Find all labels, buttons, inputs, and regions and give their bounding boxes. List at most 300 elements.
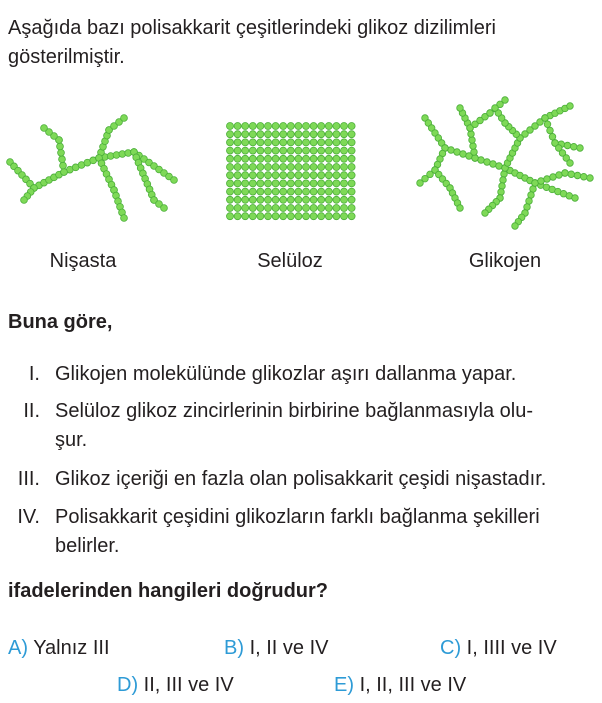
glucose-bead	[287, 164, 294, 171]
nisasta-label: Nişasta	[49, 250, 117, 272]
glucose-bead	[60, 162, 67, 169]
glucose-bead	[333, 147, 340, 154]
glucose-bead	[341, 188, 348, 195]
glucose-bead	[61, 169, 68, 176]
option-text: I, IIII ve IV	[466, 637, 557, 659]
glucose-bead	[242, 155, 249, 162]
glucose-bead	[318, 196, 325, 203]
glucose-bead	[287, 155, 294, 162]
glucose-bead	[295, 155, 302, 162]
glucose-bead	[580, 173, 587, 180]
glucose-bead	[41, 125, 48, 132]
glucose-bead	[234, 180, 241, 187]
glucose-bead	[303, 196, 310, 203]
glucose-bead	[547, 127, 554, 134]
option-e[interactable]	[334, 674, 466, 697]
glucose-bead	[242, 205, 249, 212]
statement-text-cont: şur.	[55, 429, 88, 451]
option-a[interactable]	[8, 637, 110, 660]
glucose-bead	[227, 155, 234, 162]
glucose-bead	[287, 123, 294, 130]
glucose-bead	[333, 139, 340, 146]
glucose-bead	[295, 180, 302, 187]
glucose-bead	[272, 188, 279, 195]
glucose-bead	[325, 213, 332, 220]
glucose-bead	[249, 188, 256, 195]
glucose-bead	[303, 188, 310, 195]
glucose-bead	[468, 131, 475, 138]
glucose-bead	[121, 215, 128, 222]
glucose-bead	[265, 180, 272, 187]
glucose-bead	[257, 147, 264, 154]
glucose-bead	[227, 172, 234, 179]
glucose-bead	[234, 123, 241, 130]
glucose-bead	[280, 180, 287, 187]
glucose-bead	[265, 188, 272, 195]
glucose-bead	[58, 149, 65, 156]
glucose-bead	[310, 131, 317, 138]
glucose-bead	[325, 188, 332, 195]
glucose-bead	[341, 123, 348, 130]
glucose-bead	[577, 145, 584, 152]
glucose-bead	[498, 189, 505, 196]
glucose-bead	[325, 180, 332, 187]
glucose-bead	[280, 155, 287, 162]
glucose-bead	[227, 147, 234, 154]
glucose-bead	[348, 139, 355, 146]
glucose-bead	[234, 213, 241, 220]
glucose-bead	[325, 205, 332, 212]
glucose-bead	[265, 164, 272, 171]
glucose-bead	[280, 123, 287, 130]
glucose-bead	[318, 205, 325, 212]
glucose-bead	[234, 205, 241, 212]
seluloz-grid	[227, 123, 356, 220]
glucose-bead	[310, 172, 317, 179]
glucose-bead	[249, 147, 256, 154]
glucose-bead	[234, 172, 241, 179]
glucose-bead	[249, 180, 256, 187]
glucose-bead	[287, 139, 294, 146]
glucose-bead	[496, 163, 503, 170]
glucose-bead	[310, 196, 317, 203]
glucose-bead	[457, 205, 464, 212]
glucose-bead	[303, 205, 310, 212]
glucose-bead	[227, 164, 234, 171]
glucose-bead	[249, 196, 256, 203]
glucose-bead	[287, 188, 294, 195]
glucose-bead	[348, 188, 355, 195]
glucose-bead	[242, 139, 249, 146]
glucose-bead	[333, 188, 340, 195]
glucose-bead	[310, 188, 317, 195]
glucose-bead	[303, 147, 310, 154]
glucose-bead	[227, 180, 234, 187]
glucose-bead	[564, 142, 571, 149]
glucose-bead	[280, 196, 287, 203]
glucose-bead	[280, 147, 287, 154]
option-d[interactable]	[117, 674, 234, 697]
glucose-bead	[257, 213, 264, 220]
glucose-bead	[448, 147, 455, 154]
statement-number: I.	[28, 363, 40, 385]
glucose-bead	[333, 164, 340, 171]
glucose-bead	[310, 147, 317, 154]
glucose-bead	[318, 164, 325, 171]
glucose-bead	[348, 164, 355, 171]
glucose-bead	[341, 180, 348, 187]
glucose-bead	[287, 213, 294, 220]
glucose-bead	[280, 205, 287, 212]
glikojen-branches	[417, 97, 594, 230]
glucose-bead	[272, 147, 279, 154]
glucose-bead	[562, 170, 569, 177]
statement-number: III.	[17, 468, 40, 490]
statement-text-cont: belirler.	[55, 535, 120, 557]
glucose-bead	[121, 115, 128, 122]
glucose-bead	[295, 164, 302, 171]
glucose-bead	[341, 139, 348, 146]
nisasta-chain	[7, 115, 178, 222]
glucose-bead	[325, 123, 332, 130]
glucose-bead	[348, 196, 355, 203]
glucose-bead	[265, 172, 272, 179]
glucose-bead	[530, 186, 537, 193]
glucose-bead	[280, 164, 287, 171]
glucose-bead	[538, 178, 545, 185]
glucose-bead	[500, 177, 507, 184]
glucose-bead	[568, 171, 575, 178]
glucose-bead	[272, 180, 279, 187]
glucose-bead	[318, 123, 325, 130]
glucose-bead	[318, 188, 325, 195]
glucose-bead	[227, 196, 234, 203]
question-lead: Buna göre,	[8, 311, 113, 333]
glucose-bead	[348, 147, 355, 154]
glucose-bead	[249, 139, 256, 146]
glucose-bead	[272, 164, 279, 171]
glucose-bead	[526, 198, 533, 205]
glucose-bead	[325, 155, 332, 162]
option-text: I, II, III ve IV	[359, 674, 467, 696]
glucose-bead	[272, 172, 279, 179]
glucose-bead	[257, 123, 264, 130]
glucose-bead	[303, 213, 310, 220]
glucose-bead	[348, 213, 355, 220]
glucose-bead	[524, 204, 531, 211]
intro-line-1: Aşağıda bazı polisakkarit çeşitlerindeki glikoz dizilimleri	[8, 17, 496, 39]
glucose-bead	[287, 196, 294, 203]
seluloz-label: Selüloz	[257, 250, 323, 272]
glucose-bead	[333, 213, 340, 220]
glucose-bead	[280, 188, 287, 195]
option-letter: A)	[8, 637, 28, 659]
glucose-bead	[171, 177, 178, 184]
glucose-bead	[242, 180, 249, 187]
glucose-bead	[234, 155, 241, 162]
glucose-bead	[272, 155, 279, 162]
intro-text	[8, 14, 594, 72]
statement-number: IV.	[17, 506, 40, 528]
glucose-bead	[318, 131, 325, 138]
glucose-bead	[348, 123, 355, 130]
glucose-bead	[242, 188, 249, 195]
option-text: II, III ve IV	[143, 674, 234, 696]
glucose-bead	[472, 155, 479, 162]
glikojen-label: Glikojen	[468, 250, 542, 272]
glucose-bead	[287, 180, 294, 187]
glucose-bead	[348, 131, 355, 138]
glucose-bead	[549, 133, 556, 140]
glucose-bead	[59, 156, 66, 163]
glucose-bead	[470, 143, 477, 150]
glucose-bead	[234, 196, 241, 203]
glucose-bead	[242, 213, 249, 220]
glucose-bead	[161, 205, 168, 212]
intro-line-2: gösterilmiştir.	[8, 46, 125, 68]
glucose-bead	[512, 223, 519, 230]
glucose-bead	[318, 180, 325, 187]
glucose-bead	[272, 123, 279, 130]
glucose-bead	[502, 97, 509, 104]
glucose-bead	[318, 155, 325, 162]
glucose-bead	[257, 155, 264, 162]
glikojen-illustration	[405, 88, 595, 233]
glucose-bead	[265, 196, 272, 203]
glucose-bead	[303, 139, 310, 146]
option-letter: B)	[224, 637, 244, 659]
glucose-bead	[257, 196, 264, 203]
glucose-bead	[550, 174, 557, 181]
glucose-bead	[333, 205, 340, 212]
statement-text: Polisakkarit çeşidini glikozların farklı bağlanma şekilleri	[55, 506, 540, 528]
glucose-bead	[333, 180, 340, 187]
glucose-bead	[325, 131, 332, 138]
glucose-bead	[318, 172, 325, 179]
glucose-bead	[310, 139, 317, 146]
glucose-bead	[482, 210, 489, 217]
statement-3	[0, 465, 602, 495]
glucose-bead	[501, 171, 508, 178]
glucose-bead	[234, 131, 241, 138]
glucose-bead	[417, 180, 424, 187]
glucose-bead	[341, 213, 348, 220]
glucose-bead	[570, 143, 577, 150]
statement-2	[0, 397, 602, 457]
glucose-bead	[310, 213, 317, 220]
glucose-bead	[295, 196, 302, 203]
glucose-bead	[303, 155, 310, 162]
glucose-bead	[567, 103, 574, 110]
glucose-bead	[333, 123, 340, 130]
glucose-bead	[499, 183, 506, 190]
glucose-bead	[333, 172, 340, 179]
glucose-bead	[348, 180, 355, 187]
seluloz-illustration	[225, 122, 360, 226]
statement-text: Selüloz glikoz zincirlerinin birbirine bağlanmasıyla olu-	[55, 400, 533, 422]
glucose-bead	[333, 196, 340, 203]
option-text: Yalnız III	[33, 637, 110, 659]
glucose-bead	[249, 213, 256, 220]
glucose-bead	[303, 123, 310, 130]
glucose-bead	[478, 157, 485, 164]
glucose-bead	[303, 172, 310, 179]
glucose-bead	[242, 164, 249, 171]
glucose-bead	[341, 172, 348, 179]
glucose-bead	[249, 164, 256, 171]
glucose-bead	[295, 123, 302, 130]
option-c[interactable]	[440, 637, 557, 660]
glucose-bead	[542, 115, 549, 122]
statement-text: Glikojen molekülünde glikozlar aşırı dallanma yapar.	[55, 363, 517, 385]
glucose-bead	[242, 131, 249, 138]
glucose-bead	[234, 147, 241, 154]
glucose-bead	[280, 131, 287, 138]
glucose-bead	[460, 151, 467, 158]
glucose-bead	[454, 149, 461, 156]
glucose-bead	[471, 149, 478, 156]
glucose-bead	[303, 131, 310, 138]
glucose-bead	[295, 188, 302, 195]
glucose-bead	[325, 172, 332, 179]
question-ask: ifadelerinden hangileri doğrudur?	[8, 580, 329, 602]
glucose-bead	[310, 155, 317, 162]
glucose-bead	[287, 131, 294, 138]
glucose-bead	[234, 188, 241, 195]
glucose-bead	[310, 205, 317, 212]
glucose-bead	[325, 139, 332, 146]
glucose-bead	[325, 164, 332, 171]
glucose-bead	[227, 213, 234, 220]
glucose-bead	[249, 172, 256, 179]
glucose-bead	[249, 123, 256, 130]
glucose-bead	[295, 213, 302, 220]
glucose-bead	[484, 159, 491, 166]
glucose-bead	[272, 196, 279, 203]
statement-number: II.	[23, 400, 40, 422]
glucose-bead	[272, 205, 279, 212]
glucose-bead	[310, 180, 317, 187]
statement-text: Glikoz içeriği en fazla olan polisakkarit çeşidi nişastadır.	[55, 468, 547, 490]
glucose-bead	[574, 172, 581, 179]
glucose-bead	[249, 131, 256, 138]
glucose-bead	[257, 172, 264, 179]
glucose-bead	[544, 176, 551, 183]
glucose-bead	[348, 205, 355, 212]
glucose-bead	[295, 147, 302, 154]
glucose-bead	[227, 131, 234, 138]
nisasta-illustration	[4, 100, 184, 230]
glucose-bead	[295, 172, 302, 179]
glucose-bead	[567, 160, 574, 167]
glucose-bead	[272, 131, 279, 138]
glucose-bead	[242, 123, 249, 130]
glucose-bead	[287, 172, 294, 179]
glucose-bead	[287, 147, 294, 154]
glucose-bead	[257, 180, 264, 187]
glucose-bead	[257, 205, 264, 212]
glucose-bead	[310, 164, 317, 171]
glucose-bead	[318, 147, 325, 154]
glucose-bead	[295, 205, 302, 212]
glucose-bead	[257, 188, 264, 195]
glucose-bead	[348, 172, 355, 179]
glucose-bead	[325, 196, 332, 203]
glucose-bead	[234, 164, 241, 171]
glucose-bead	[249, 205, 256, 212]
glucose-bead	[492, 105, 499, 112]
glucose-bead	[341, 131, 348, 138]
glucose-bead	[280, 139, 287, 146]
option-letter: E)	[334, 674, 354, 696]
glucose-bead	[265, 123, 272, 130]
glucose-bead	[21, 197, 28, 204]
glucose-bead	[341, 147, 348, 154]
glucose-bead	[265, 205, 272, 212]
glucose-bead	[242, 147, 249, 154]
glucose-bead	[265, 139, 272, 146]
glucose-bead	[572, 195, 579, 202]
glucose-bead	[457, 105, 464, 112]
glucose-bead	[280, 213, 287, 220]
glucose-bead	[556, 172, 563, 179]
option-letter: D)	[117, 674, 139, 696]
glucose-bead	[303, 180, 310, 187]
glucose-bead	[490, 161, 497, 168]
glucose-bead	[257, 131, 264, 138]
glucose-bead	[310, 123, 317, 130]
glucose-bead	[287, 205, 294, 212]
glucose-bead	[303, 164, 310, 171]
glucose-bead	[272, 139, 279, 146]
glucose-bead	[295, 139, 302, 146]
glucose-bead	[532, 180, 539, 187]
glucose-bead	[57, 143, 64, 150]
glucose-bead	[528, 192, 535, 199]
glucose-bead	[272, 213, 279, 220]
glucose-bead	[227, 188, 234, 195]
statement-1	[0, 360, 602, 390]
glucose-bead	[242, 172, 249, 179]
glucose-bead	[265, 155, 272, 162]
glucose-bead	[325, 147, 332, 154]
glucose-bead	[587, 175, 594, 182]
glucose-bead	[318, 139, 325, 146]
glucose-bead	[265, 213, 272, 220]
glucose-bead	[242, 196, 249, 203]
glucose-bead	[318, 213, 325, 220]
glucose-bead	[348, 155, 355, 162]
glucose-bead	[249, 155, 256, 162]
glucose-bead	[341, 196, 348, 203]
glucose-bead	[234, 139, 241, 146]
glucose-bead	[265, 131, 272, 138]
option-text: I, II ve IV	[249, 637, 329, 659]
glucose-bead	[280, 172, 287, 179]
glucose-bead	[227, 205, 234, 212]
glucose-bead	[265, 147, 272, 154]
glucose-bead	[341, 155, 348, 162]
option-letter: C)	[440, 637, 462, 659]
glucose-bead	[469, 137, 476, 144]
option-b[interactable]	[224, 637, 328, 660]
glucose-bead	[227, 139, 234, 146]
glucose-bead	[257, 139, 264, 146]
glucose-bead	[333, 131, 340, 138]
glucose-bead	[341, 164, 348, 171]
glucose-bead	[227, 123, 234, 130]
glucose-bead	[295, 131, 302, 138]
